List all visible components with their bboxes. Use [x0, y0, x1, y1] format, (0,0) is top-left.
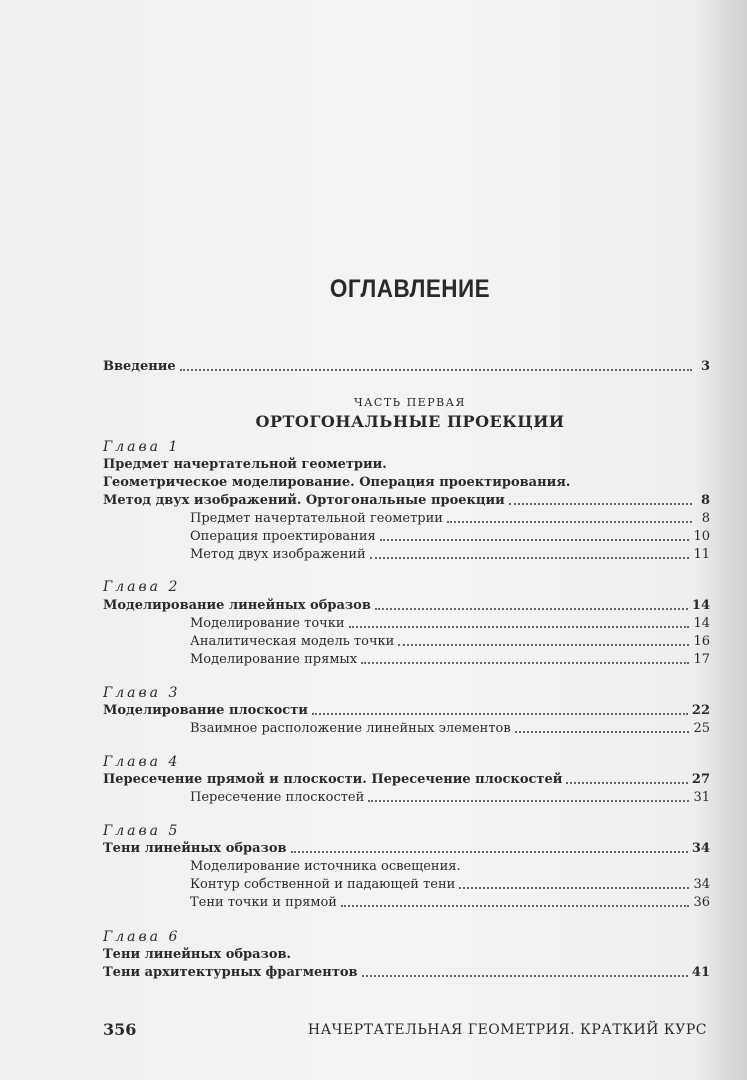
part-title: ОРТОГОНАЛЬНЫЕ ПРОЕКЦИИ [255, 412, 565, 431]
page-title: ОГЛАВЛЕНИЕ [329, 275, 491, 303]
toc-entry-label: Моделирование линейных образов [103, 598, 371, 613]
toc-heading-line: Тени линейных образов. [103, 947, 292, 962]
toc-page-number: 14 [691, 598, 710, 613]
leader-dots [341, 905, 690, 907]
leader-dots [370, 557, 690, 559]
chapter-label: Глава 6 [103, 929, 181, 945]
toc-entry-label: Введение [103, 359, 176, 374]
toc-page-number: 16 [693, 634, 710, 649]
chapter-label: Глава 5 [103, 823, 181, 839]
toc-entry-label: Метод двух изображений. Ортогональные проекции [103, 493, 505, 508]
leader-dots [349, 626, 690, 628]
leader-dots [447, 521, 692, 523]
leader-dots [291, 851, 688, 853]
toc-entry-label: Пересечение плоскостей [190, 790, 365, 805]
toc-page-number: 34 [691, 841, 710, 856]
toc-entry-chapter-2[interactable] [103, 596, 710, 616]
toc-subentry[interactable] [190, 788, 710, 808]
footer-page-number: 356 [103, 1020, 137, 1039]
toc-heading-line: Предмет начертательной геометрии. [103, 457, 387, 472]
toc-heading-line: Геометрическое моделирование. Операция проектирования. [103, 475, 571, 490]
toc-subentry[interactable] [190, 650, 710, 670]
toc-subentry[interactable] [190, 632, 710, 652]
toc-entry-label: Аналитическая модель точки [190, 634, 395, 649]
toc-entry-label: Тени архитектурных фрагментов [103, 965, 358, 980]
toc-entry-label: Тени линейных образов [103, 841, 287, 856]
leader-dots [566, 782, 688, 784]
leader-dots [509, 503, 692, 505]
leader-dots [368, 800, 689, 802]
toc-subentry[interactable] [190, 509, 710, 529]
toc-subentry[interactable] [190, 545, 710, 565]
toc-subentry[interactable] [190, 527, 710, 547]
toc-entry-label: Предмет начертательной геометрии [190, 511, 443, 526]
toc-subentry[interactable] [190, 614, 710, 634]
footer-book-title: НАЧЕРТАТЕЛЬНАЯ ГЕОМЕТРИЯ. КРАТКИЙ КУРС [307, 1022, 707, 1038]
chapter-label: Глава 2 [103, 579, 181, 595]
toc-entry-label: Пересечение прямой и плоскости. Пересечение плоскостей [103, 772, 563, 787]
toc-entry-label: Моделирование прямых [190, 652, 358, 667]
chapter-label: Глава 3 [103, 685, 181, 701]
toc-page-number: 11 [693, 547, 710, 562]
leader-dots [380, 539, 690, 541]
leader-dots [362, 975, 688, 977]
leader-dots [361, 662, 689, 664]
toc-page-number: 8 [701, 511, 710, 526]
toc-page-number: 17 [693, 652, 710, 667]
leader-dots [375, 608, 688, 610]
toc-subentry[interactable] [190, 875, 710, 895]
toc-entry-chapter-3[interactable] [103, 701, 710, 721]
toc-entry-label: Моделирование плоскости [103, 703, 308, 718]
toc-subentry[interactable] [190, 893, 710, 913]
toc-page-number: 31 [693, 790, 710, 805]
toc-page-number: 41 [691, 965, 710, 980]
leader-dots [459, 887, 689, 889]
toc-entry-chapter-4[interactable] [103, 770, 710, 790]
toc-subentry-line: Моделирование источника освещения. [190, 859, 461, 874]
leader-dots [398, 644, 689, 646]
leader-dots [312, 713, 688, 715]
toc-entry-chapter-5[interactable] [103, 839, 710, 859]
toc-page-number: 34 [693, 877, 710, 892]
toc-entry-label: Контур собственной и падающей тени [190, 877, 456, 892]
toc-page-number: 22 [691, 703, 710, 718]
toc-page-number: 10 [693, 529, 710, 544]
toc-page-number: 14 [693, 616, 710, 631]
toc-page-number: 3 [700, 359, 710, 374]
toc-page-number: 25 [693, 721, 710, 736]
toc-entry-label: Взаимное расположение линейных элементов [190, 721, 511, 736]
toc-page-number: 8 [700, 493, 710, 508]
toc-entry-intro[interactable] [103, 357, 710, 377]
leader-dots [515, 731, 690, 733]
toc-entry-chapter-6[interactable] [103, 963, 710, 983]
leader-dots [180, 369, 692, 371]
toc-entry-label: Тени точки и прямой [190, 895, 337, 910]
part-label: ЧАСТЬ ПЕРВАЯ [354, 396, 466, 409]
toc-page-number: 36 [693, 895, 710, 910]
toc-entry-label: Операция проектирования [190, 529, 376, 544]
toc-entry-chapter-1[interactable] [103, 491, 710, 511]
chapter-label: Глава 4 [103, 754, 181, 770]
toc-subentry[interactable] [190, 719, 710, 739]
toc-entry-label: Метод двух изображений [190, 547, 366, 562]
toc-page-number: 27 [691, 772, 710, 787]
chapter-label: Глава 1 [103, 439, 181, 455]
toc-entry-label: Моделирование точки [190, 616, 345, 631]
